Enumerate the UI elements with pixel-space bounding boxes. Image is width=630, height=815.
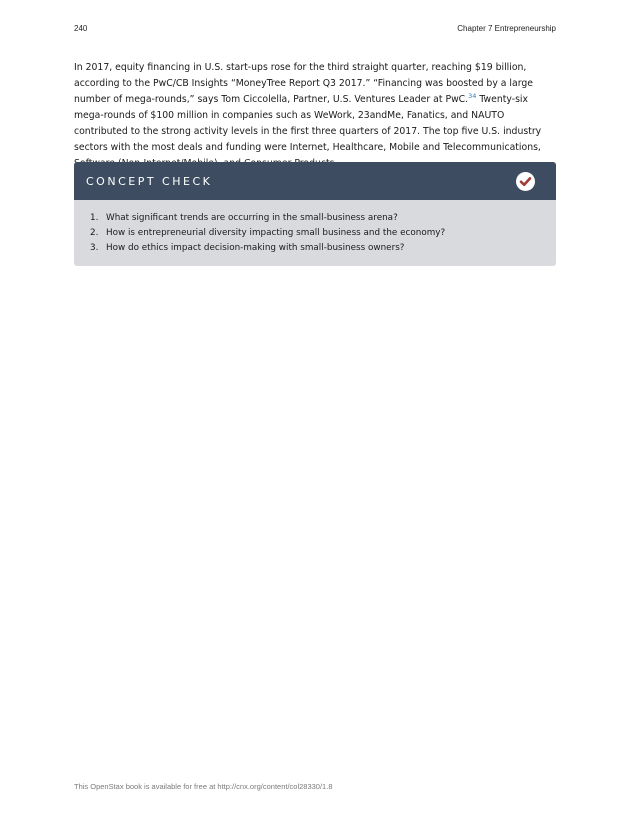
chapter-title: Chapter 7 Entrepreneurship: [457, 24, 556, 33]
footnote-link[interactable]: 34: [468, 91, 477, 100]
list-item: [90, 241, 556, 256]
list-item-text: How is entrepreneurial diversity impacting small business and the economy?: [106, 228, 446, 238]
concept-check-list: [74, 200, 556, 256]
concept-check-title: CONCEPT CHECK: [86, 175, 213, 188]
list-item: [90, 211, 556, 226]
list-item-number: 1.: [90, 213, 99, 223]
checkmark-circle-icon: [516, 172, 535, 191]
list-item-text: What significant trends are occurring in the small-business arena?: [106, 213, 398, 223]
paragraph-text-part1: In 2017, equity financing in U.S. start-ups rose for the third straight quarter, reaching $19 billion, according to the PwC/CB Insights “MoneyTree Report Q3 2017.” “Financing was boosted by a large number of mega-rounds,” says Tom Ciccolella, Partner, U.S. Ventures Leader at PwC.: [74, 62, 533, 105]
list-item-number: 3.: [90, 243, 99, 253]
concept-check-header: [74, 162, 556, 200]
page-footer: This OpenStax book is available for free at http://cnx.org/content/col28330/1.8: [74, 782, 333, 791]
page-header: [74, 24, 556, 36]
list-item-text: How do ethics impact decision-making with small-business owners?: [106, 243, 405, 253]
paragraph-text-part2: Twenty-six mega-rounds of $100 million in companies such as WeWork, 23andMe, Fanatics, and NAUTO contributed to the strong activity levels in the first three quarters of 2017. The top five U.S. industry sectors with the most deals and funding were Internet, Healthcare, Mobile and Telecommunications,: [74, 94, 542, 153]
page-number: 240: [74, 24, 88, 33]
concept-check-box: [74, 162, 556, 266]
list-item: [90, 226, 556, 241]
body-paragraph: [74, 60, 556, 172]
list-item-number: 2.: [90, 228, 99, 238]
